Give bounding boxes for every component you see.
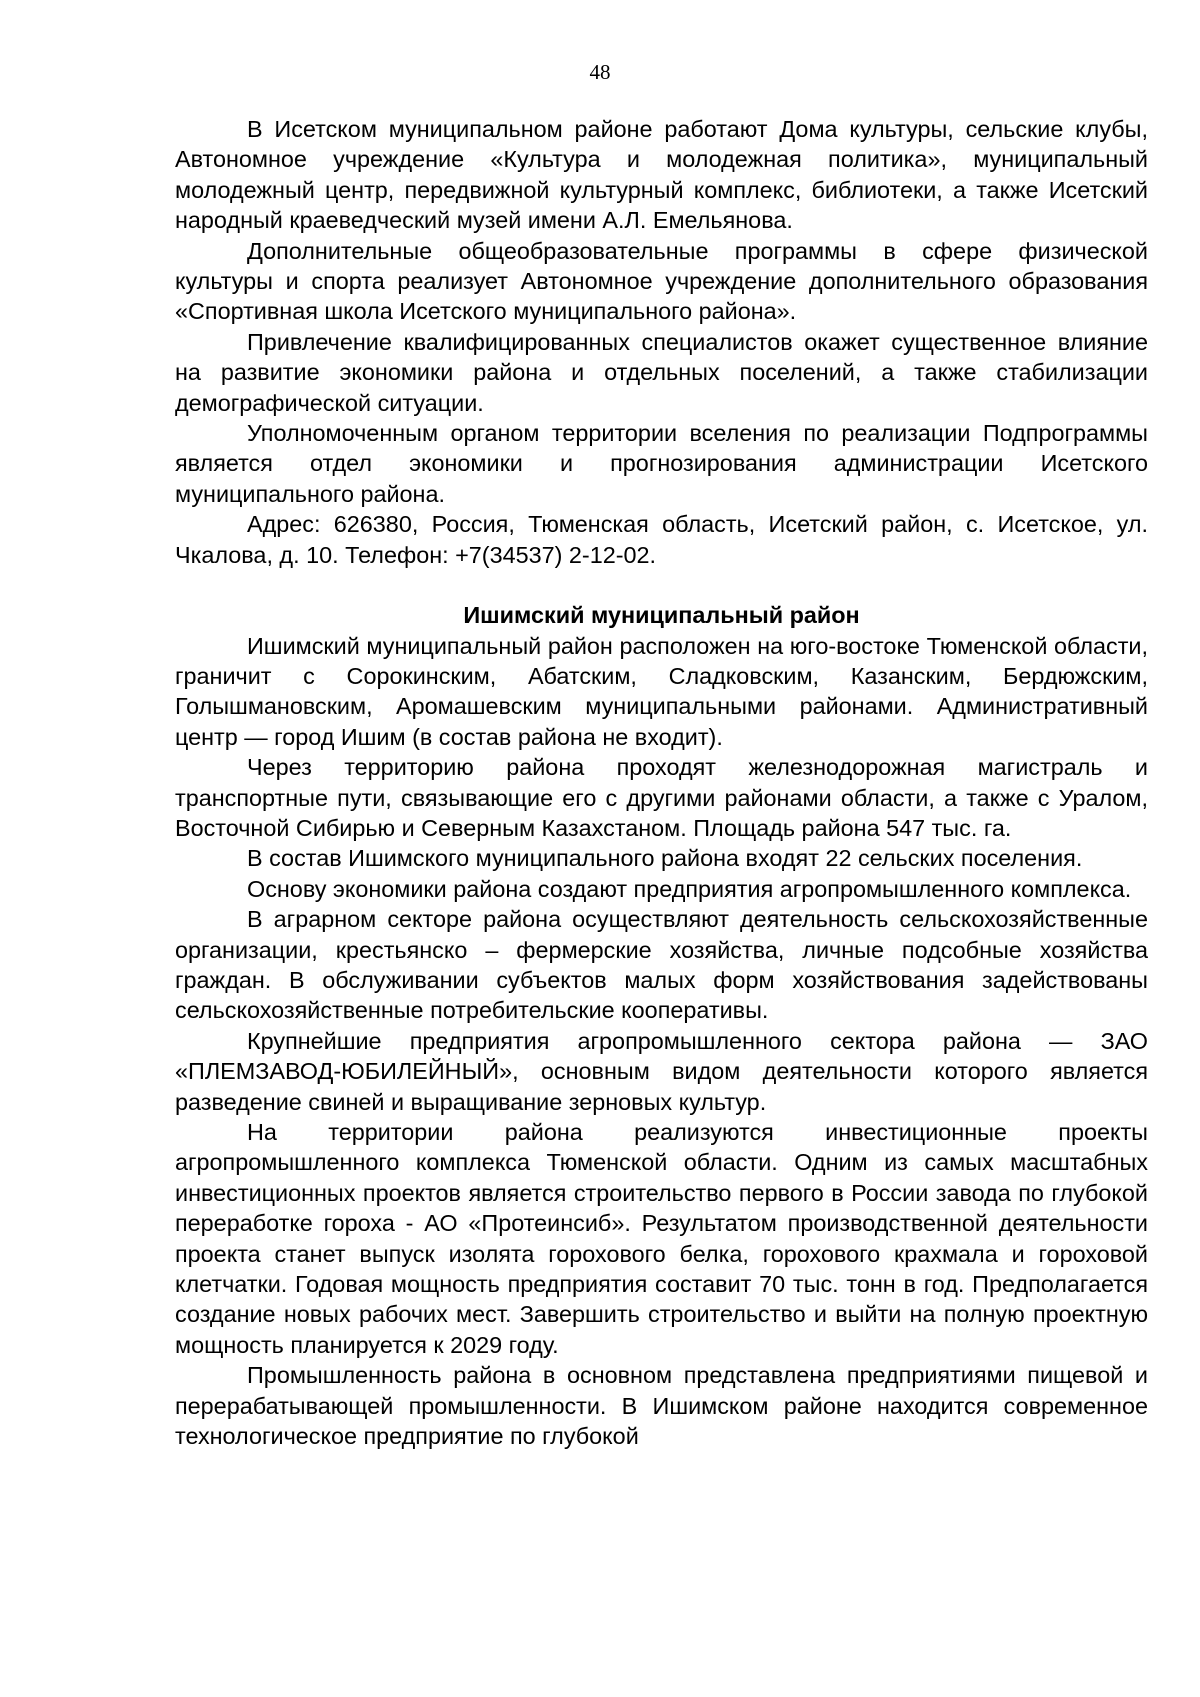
paragraph: Ишимский муниципальный район расположен на юго-востоке Тюменской области, граничит с Сорокинским, Абатским, Сладковским, Казанским, Бердюжским, Голышмановским, Аромашевским муниципальными районами. Административный центр — город Ишим (в состав района не входит). xyxy=(175,632,1148,750)
paragraph: В аграрном секторе района осуществляют деятельность сельскохозяйственные организации, крестьянско – фермерские хозяйства, личные подсобные хозяйства граждан. В обслуживании субъектов малых форм хозяйствования задействованы сельскохозяйственные потребительские кооперативы. xyxy=(175,906,1148,1024)
section-spacer xyxy=(175,570,1148,600)
paragraph: Адрес: 626380, Россия, Тюменская область, Исетский район, с. Исетское, ул. Чкалова, д. 10. Телефон: +7(34537) 2-12-02. xyxy=(175,511,1148,568)
paragraph: На территории района реализуются инвестиционные проекты агропромышленного комплекса Тюменской области. Одним из самых масштабных инвестиционных проектов является строительство первого в России завода по глубокой переработке гороха - АО «Протеинсиб». Результатом производственной деятельности проекта станет выпуск изолята горохового белка, горохового крахмала и гороховой клетчатки. Годовая мощность предприятия составит 70 тыс. тонн в год. Предполагается создание новых рабочих мест. Завершить строительство и выйти на полную проектную мощность планируется к 2029 году. xyxy=(175,1119,1148,1358)
paragraph: Через территорию района проходят железнодорожная магистраль и транспортные пути, связывающие его с другими районами области, а также с Уралом, Восточной Сибирью и Северным Казахстаном. Площадь района 547 тыс. га. xyxy=(175,754,1148,841)
paragraph: Промышленность района в основном представлена предприятиями пищевой и перерабатывающей промышленности. В Ишимском районе находится современное технологическое предприятие по глубокой xyxy=(175,1362,1148,1450)
paragraph: Крупнейшие предприятия агропромышленного сектора района — ЗАО «ПЛЕМЗАВОД-ЮБИЛЕЙНЫЙ», основным видом деятельности которого является разведение свиней и выращивание зерновых культур. xyxy=(175,1027,1148,1115)
paragraph: Основу экономики района создают предприятия агропромышленного комплекса. xyxy=(247,875,1132,902)
paragraph: В состав Ишимского муниципального района входят 22 сельских поселения. xyxy=(247,845,1083,872)
paragraph: В Исетском муниципальном районе работают Дома культуры, сельские клубы, Автономное учреждение «Культура и молодежная политика», муниципальный молодежный центр, передвижной культурный комплекс, библиотеки, а также Исетский народный краеведческий музей имени А.Л. Емельянова. xyxy=(175,116,1148,234)
section-heading: Ишимский муниципальный район xyxy=(463,602,860,629)
paragraph: Уполномоченным органом территории вселения по реализации Подпрограммы является отдел экономики и прогнозирования администрации Исетского муниципального района. xyxy=(175,420,1148,507)
paragraph: Дополнительные общеобразовательные программы в сфере физической культуры и спорта реализует Автономное учреждение дополнительного образования «Спортивная школа Исетского муниципального района». xyxy=(175,237,1148,325)
document-body xyxy=(175,114,1148,1451)
paragraph: Привлечение квалифицированных специалистов окажет существенное влияние на развитие экономики района и отдельных поселений, а также стабилизации демографической ситуации. xyxy=(175,328,1148,416)
page-number: 48 xyxy=(589,60,611,84)
